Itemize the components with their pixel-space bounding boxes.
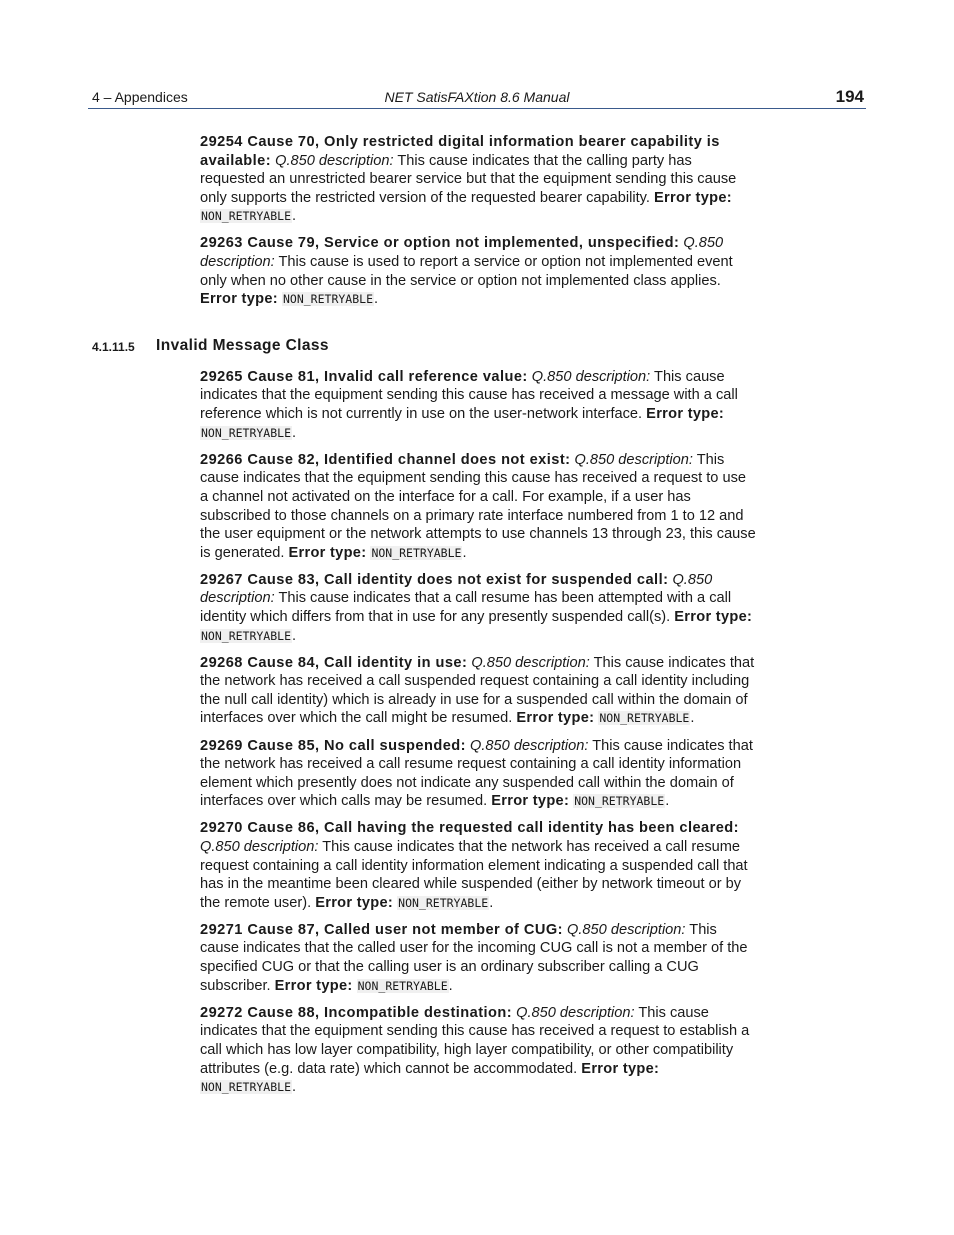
error-entry: 29254 Cause 70, Only restricted digital information bearer capability is available: Q.850 description: This cause indicates that the calling party has requested an unrestricted bearer service but that the equipment sending this cause only supports the restricted version of the requested bearer capability. Error type: NON_RETRYABLE. xyxy=(200,134,737,225)
error-code: NON_RETRYABLE xyxy=(574,794,665,809)
q850-label: Q.850 description: xyxy=(200,839,319,855)
error-entry: 29270 Cause 86, Call having the requested call identity has been cleared: Q.850 description: This cause indicates that the network has received a call resume request containing a call identity information element indicating a suspended call that has in the meantime been cleared while suspended (either by network timeout or by the remote user). Error type: NON_RETRYABLE. xyxy=(200,820,748,911)
header-title: NET SatisFAXtion 8.6 Manual xyxy=(384,89,570,105)
q850-label: Q.850 description: xyxy=(471,654,590,671)
entry-description: This cause indicates that the equipment sending this cause has received a request to establish a call which has low layer compatibility, high layer compatibility, or other compatibility attributes (e.g. data rate) which cannot be accommodated. xyxy=(200,1004,750,1077)
error-entry: 29269 Cause 85, No call suspended: Q.850 description: This cause indicates that the network has received a call resume request containing a call identity information element which presently does not indicate any suspended call within the domain of interfaces over which calls may be resumed. Error type: NON_RETRYABLE. xyxy=(200,737,753,810)
error-entry: 29271 Cause 87, Called user not member of CUG: Q.850 description: This cause indicates that the called user for the incoming CUG call is not a member of the specified CUG or that the calling user is an ordinary subscriber calling a CUG subscriber. Error type: NON_RETRYABLE. xyxy=(200,921,748,994)
entry-lead: 29265 Cause 81, Invalid call reference value: xyxy=(200,368,528,385)
error-code: NON_RETRYABLE xyxy=(201,628,292,643)
error-code: NON_RETRYABLE xyxy=(201,425,292,440)
error-code: NON_RETRYABLE xyxy=(282,292,373,307)
error-code: NON_RETRYABLE xyxy=(201,209,292,224)
error-type-label: Error type: xyxy=(200,291,278,308)
error-type-label: Error type: xyxy=(315,894,394,911)
error-type-label: Error type: xyxy=(654,189,732,206)
error-type-label: Error type: xyxy=(491,793,570,810)
error-code: NON_RETRYABLE xyxy=(599,711,690,726)
entry-lead: 29269 Cause 85, No call suspended: xyxy=(200,737,466,754)
q850-label: Q.850 description: xyxy=(470,737,589,754)
error-type-label: Error type: xyxy=(274,977,353,994)
q850-label: Q.850 description: xyxy=(567,921,686,938)
error-type-label: Error type: xyxy=(288,544,367,561)
error-code: NON_RETRYABLE xyxy=(357,978,448,993)
entry-lead: 29272 Cause 88, Incompatible destination: xyxy=(200,1004,513,1021)
error-type-label: Error type: xyxy=(516,710,595,727)
entry-lead: 29267 Cause 83, Call identity does not exist for suspended call: xyxy=(200,571,669,588)
entries-bottom xyxy=(200,368,756,1097)
entry-lead: 29268 Cause 84, Call identity in use: xyxy=(200,654,468,671)
entry-description: This cause indicates that the equipment sending this cause has received a request to use a channel not activated on the interface for a call. For example, if a user has subscribed to those channels on a primary rate interface numbered from 1 to 12 and the user equipment or the network attempts to use channels 13 through 23, this cause is generated. xyxy=(200,451,756,561)
page-number: 194 xyxy=(835,87,864,106)
error-entry: 29265 Cause 81, Invalid call reference value: Q.850 description: This cause indicates that the equipment sending this cause has received a message with a call reference which is not currently in use on the user-network interface. Error type: NON_RETRYABLE. xyxy=(200,368,738,441)
q850-label: Q.850 description: xyxy=(574,451,693,468)
error-entry: 29272 Cause 88, Incompatible destination: Q.850 description: This cause indicates that the equipment sending this cause has received a request to establish a call which has low layer compatibility, high layer compatibility, or other compatibility attributes (e.g. data rate) which cannot be accommodated. Error type: NON_RETRYABLE. xyxy=(200,1004,750,1096)
entry-description: This cause indicates that the network has received a call resume request containing a call identity information element indicating a suspended call that has in the meantime been cleared while suspended (either by network timeout or by the remote user). xyxy=(200,839,748,911)
entries-top xyxy=(200,133,756,309)
error-code: NON_RETRYABLE xyxy=(371,545,462,560)
error-entry: 29268 Cause 84, Call identity in use: Q.850 description: This cause indicates that the network has received a call suspended request containing a call identity including the null call identity) which is already in use for a suspended call within the domain of interfaces over which the call might be resumed. Error type: NON_RETRYABLE. xyxy=(200,654,755,727)
entry-description: This cause indicates that the network has received a call resume request containing a call identity information element which presently does not indicate any suspended call within the domain of interfaces over which calls may be resumed. xyxy=(200,737,753,810)
q850-label: Q.850 description: xyxy=(200,571,713,607)
entry-description: This cause indicates that the network has received a call suspended request containing a call identity including the null call identity) which is already in use for a suspended call within the domain of interfaces over which the call might be resumed. xyxy=(200,654,755,727)
error-code: NON_RETRYABLE xyxy=(398,895,489,910)
header-section: 4 – Appendices xyxy=(92,89,188,105)
entry-description: This cause indicates that a call resume has been attempted with a call identity which differs from that in use for any presently suspended call(s). xyxy=(200,590,732,625)
error-type-label: Error type: xyxy=(674,608,753,625)
error-entry: 29267 Cause 83, Call identity does not exist for suspended call: Q.850 description: This cause indicates that a call resume has been attempted with a call identity which differs from that in use for any presently suspended call(s). Error type: NON_RETRYABLE. xyxy=(200,571,753,644)
entry-description: This cause is used to report a service or option not implemented event only when no other cause in the service or option not implemented class applies. xyxy=(200,254,733,289)
error-entry: 29263 Cause 79, Service or option not implemented, unspecified: Q.850 description: This cause is used to report a service or option not implemented event only when no other cause in the service or option not implemented class applies. Error type: NON_RETRYABLE. xyxy=(200,235,733,308)
entry-lead: 29254 Cause 70, Only restricted digital information bearer capability is available: xyxy=(200,134,720,169)
entry-lead: 29263 Cause 79, Service or option not implemented, unspecified: xyxy=(200,235,680,252)
page-content xyxy=(92,133,756,1105)
q850-label: Q.850 description: xyxy=(200,235,724,271)
entry-lead: 29270 Cause 86, Call having the requested call identity has been cleared: xyxy=(200,820,739,837)
q850-label: Q.850 description: xyxy=(531,368,651,385)
subsection-heading xyxy=(90,337,756,357)
error-type-label: Error type: xyxy=(646,406,725,423)
page-header xyxy=(88,86,866,109)
error-entry: 29266 Cause 82, Identified channel does not exist: Q.850 description: This cause indicates that the equipment sending this cause has received a request to use a channel not activated on the interface for a call. For example, if a user has subscribed to those channels on a primary rate interface numbered from 1 to 12 and the user equipment or the network attempts to use channels 13 through 23, this cause is generated. Error type: NON_RETRYABLE. xyxy=(200,451,756,561)
error-code: NON_RETRYABLE xyxy=(201,1080,292,1095)
q850-label: Q.850 description: xyxy=(516,1004,635,1021)
entry-lead: 29271 Cause 87, Called user not member of CUG: xyxy=(200,921,563,938)
entry-lead: 29266 Cause 82, Identified channel does not exist: xyxy=(200,451,571,468)
subsection-title: Invalid Message Class xyxy=(156,336,329,354)
entry-description: This cause indicates that the called user for the incoming CUG call is not a member of the specified CUG or that the calling user is an ordinary subscriber calling a CUG subscriber. xyxy=(200,921,748,994)
subsection-number: 4.1.11.5 xyxy=(92,339,135,354)
entry-description: This cause indicates that the equipment sending this cause has received a message with a call reference which is not currently in use on the user-network interface. xyxy=(200,368,738,423)
error-type-label: Error type: xyxy=(581,1060,660,1077)
q850-label: Q.850 description: xyxy=(275,152,394,169)
entry-description: This cause indicates that the calling party has requested an unrestricted bearer service but that the equipment sending this cause only supports the restricted version of the requested bearer capability. xyxy=(200,152,737,206)
